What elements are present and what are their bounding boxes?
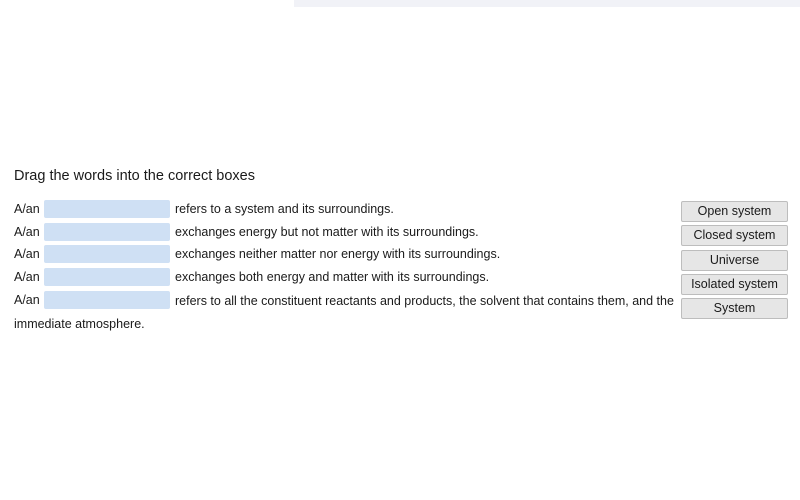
word-chip-universe[interactable]: Universe <box>681 250 788 271</box>
word-chip-system[interactable]: System <box>681 298 788 319</box>
sentence-4 <box>14 267 684 290</box>
sentence-text: exchanges neither matter nor energy with its surroundings. <box>175 247 501 262</box>
instruction-text: Drag the words into the correct boxes <box>14 168 255 184</box>
sentence-prefix: A/an <box>14 247 40 262</box>
sentence-prefix: A/an <box>14 292 40 307</box>
drop-target-5[interactable] <box>44 291 170 309</box>
sentence-1 <box>14 199 684 222</box>
sentence-text: exchanges energy but not matter with its surroundings. <box>175 224 479 239</box>
drop-target-3[interactable] <box>44 245 170 263</box>
sentence-prefix: A/an <box>14 202 40 216</box>
sentence-list <box>14 199 684 336</box>
drop-target-4[interactable] <box>44 268 170 286</box>
drop-target-2[interactable] <box>44 223 170 241</box>
top-banner-strip <box>294 0 800 7</box>
word-chip-isolated-system[interactable]: Isolated system <box>681 274 788 295</box>
sentence-text: exchanges both energy and matter with its surroundings. <box>175 270 490 285</box>
word-bank <box>681 201 788 322</box>
drop-target-1[interactable] <box>44 200 170 218</box>
word-chip-closed-system[interactable]: Closed system <box>681 225 788 246</box>
sentence-3 <box>14 244 684 267</box>
sentence-2 <box>14 222 684 245</box>
sentence-5 <box>14 290 684 336</box>
sentence-prefix: A/an <box>14 270 40 285</box>
word-chip-open-system[interactable]: Open system <box>681 201 788 222</box>
sentence-prefix: A/an <box>14 224 40 239</box>
sentence-text: refers to a system and its surroundings. <box>175 202 394 216</box>
sentence-text: refers to all the constituent reactants and products, the solvent that contains them, and the immediate atmosphere. <box>14 293 674 331</box>
